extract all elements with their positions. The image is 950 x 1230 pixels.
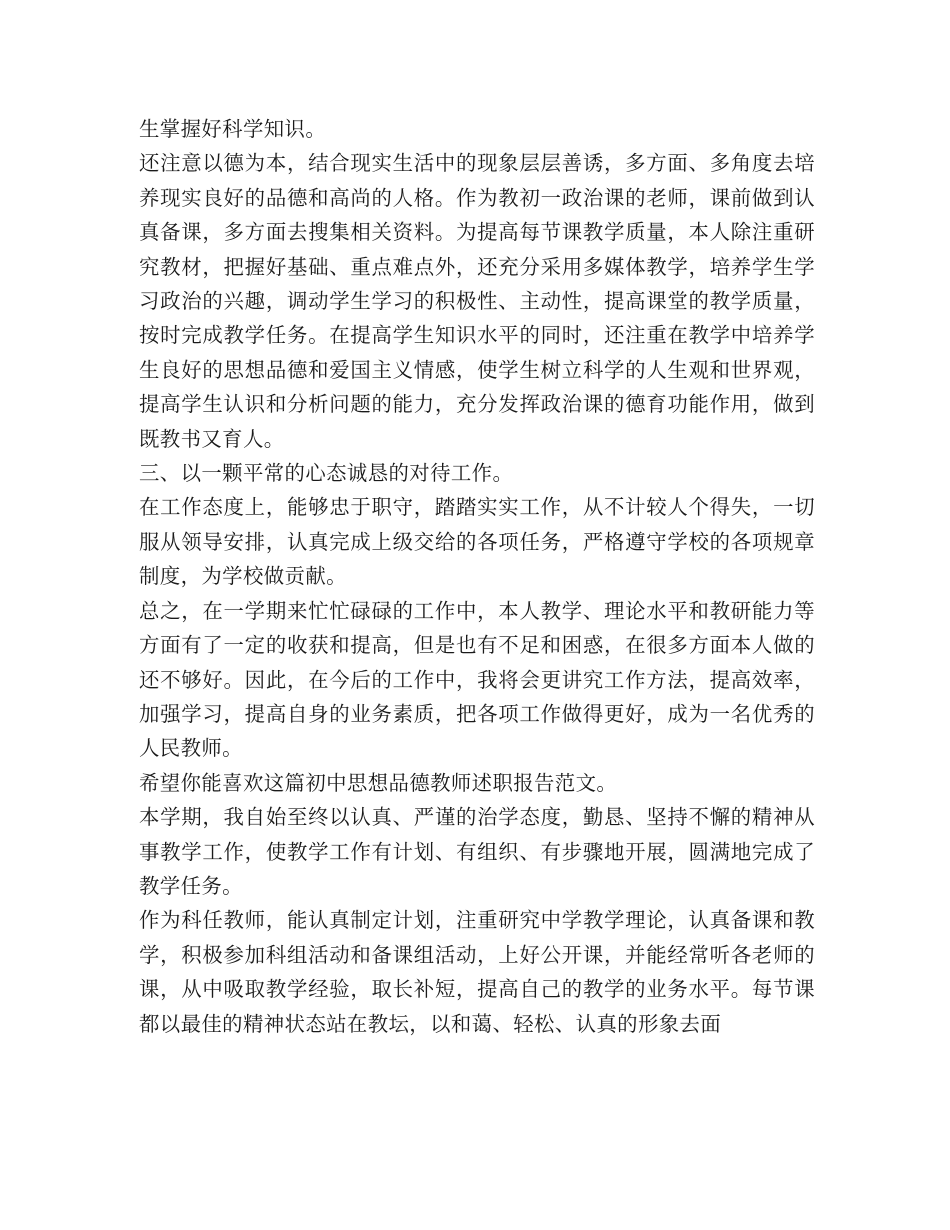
section-heading-3: 三、以一颗平常的心态诚恳的对待工作。: [139, 461, 514, 486]
paragraph-5: 总之，在一学期来忙忙碌碌的工作中，本人教学、理论水平和教研能力等方面有了一定的收获和提高，但是也有不足和困惑，在很多方面本人做的还不够好。因此，在今后的工作中，我将会更讲究工作方法，提高效率，加强学习，提高自身的业务素质，把各项工作做得更好，成为一名优秀的人民教师。: [139, 598, 815, 761]
paragraph-6: 希望你能喜欢这篇初中思想品德教师述职报告范文。: [139, 770, 618, 795]
paragraph-2: 还注意以德为本，结合现实生活中的现象层层善诱，多方面、多角度去培养现实良好的品德和高尚的人格。作为教初一政治课的老师，课前做到认真备课，多方面去搜集相关资料。为提高每节课教学质量，本人除注重研究教材，把握好基础、重点难点外，还充分采用多媒体教学，培养学生学习政治的兴趣，调动学生学习的积极性、主动性，提高课堂的教学质量，按时完成教学任务。在提高学生知识水平的同时，还注重在教学中培养学生良好的思想品德和爱国主义情感，使学生树立科学的人生观和世界观，提高学生认识和分析问题的能力，充分发挥政治课的德育功能作用，做到既教书又育人。: [139, 151, 815, 451]
document-page: [139, 112, 815, 1041]
paragraph-4: 在工作态度上，能够忠于职守，踏踏实实工作，从不计较人个得失，一切服从领导安排，认真完成上级交给的各项任务，严格遵守学校的各项规章制度，为学校做贡献。: [139, 495, 815, 589]
paragraph-8: 作为科任教师，能认真制定计划，注重研究中学教学理论，认真备课和教学，积极参加科组活动和备课组活动，上好公开课，并能经常听各老师的课，从中吸取教学经验，取长补短，提高自己的教学的业务水平。每节课都以最佳的精神状态站在教坛，以和蔼、轻松、认真的形象去面: [139, 908, 815, 1036]
paragraph-7: 本学期，我自始至终以认真、严谨的治学态度，勤恳、坚持不懈的精神从事教学工作，使教学工作有计划、有组织、有步骤地开展，圆满地完成了教学任务。: [139, 805, 815, 898]
paragraph-1: 生掌握好科学知识。: [139, 117, 327, 141]
